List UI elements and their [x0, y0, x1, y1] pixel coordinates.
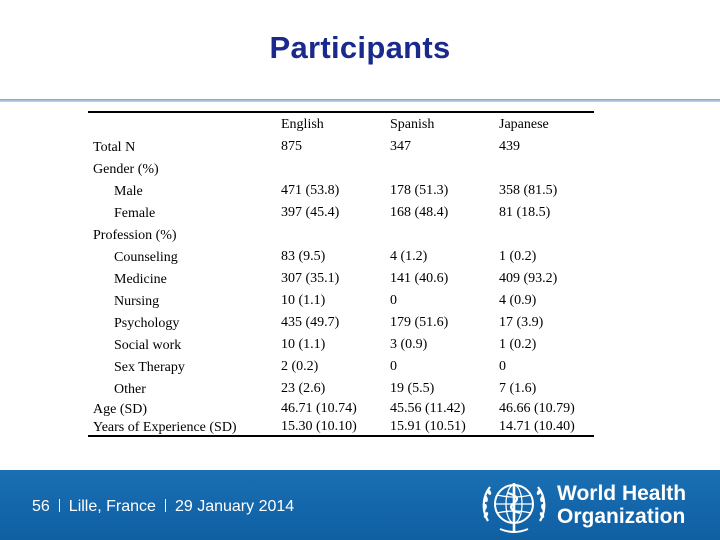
other-japanese: 7 (1.6) — [499, 381, 537, 396]
japanese-column — [499, 114, 575, 436]
title-divider — [0, 99, 720, 102]
row-label-male: Male — [114, 184, 143, 199]
column-header-japanese: Japanese — [499, 117, 549, 132]
table-bottom-rule — [88, 435, 594, 437]
row-label-nursing: Nursing — [114, 294, 160, 309]
social-work-english: 10 (1.1) — [281, 337, 326, 352]
who-wordmark — [557, 482, 686, 528]
spacer — [499, 158, 575, 180]
total-n-spanish: 347 — [390, 139, 411, 154]
spacer — [281, 224, 357, 246]
row-labels-column — [93, 137, 237, 437]
male-english: 471 (53.8) — [281, 183, 340, 198]
spanish-column — [390, 114, 466, 436]
other-spanish: 19 (5.5) — [390, 381, 435, 396]
row-label-other: Other — [114, 382, 146, 397]
counseling-spanish: 4 (1.2) — [390, 249, 428, 264]
experience-spanish: 15.91 (10.51) — [390, 419, 466, 434]
total-n-english: 875 — [281, 139, 302, 154]
row-label-profession: Profession (%) — [93, 228, 177, 243]
footer-date: 29 January 2014 — [174, 498, 295, 515]
nursing-japanese: 4 (0.9) — [499, 293, 537, 308]
experience-english: 15.30 (10.10) — [281, 419, 357, 434]
row-label-experience: Years of Experience (SD) — [93, 420, 237, 435]
male-spanish: 178 (51.3) — [390, 183, 449, 198]
psychology-spanish: 179 (51.6) — [390, 315, 449, 330]
row-label-age: Age (SD) — [93, 402, 148, 417]
table-top-rule — [88, 111, 594, 113]
psychology-japanese: 17 (3.9) — [499, 315, 544, 330]
footer-text — [32, 498, 294, 516]
psychology-english: 435 (49.7) — [281, 315, 340, 330]
female-japanese: 81 (18.5) — [499, 205, 551, 220]
who-emblem-icon — [478, 475, 550, 537]
footer-location: Lille, France — [68, 498, 156, 515]
age-english: 46.71 (10.74) — [281, 401, 357, 416]
female-spanish: 168 (48.4) — [390, 205, 449, 220]
spacer — [281, 158, 357, 180]
social-work-spanish: 3 (0.9) — [390, 337, 428, 352]
social-work-japanese: 1 (0.2) — [499, 337, 537, 352]
age-spanish: 45.56 (11.42) — [390, 401, 466, 416]
spacer — [499, 224, 575, 246]
nursing-english: 10 (1.1) — [281, 293, 326, 308]
female-english: 397 (45.4) — [281, 205, 340, 220]
spacer — [390, 224, 466, 246]
who-wordmark-line1: World Health — [557, 482, 687, 505]
row-label-total-n: Total N — [93, 140, 136, 155]
age-japanese: 46.66 (10.79) — [499, 401, 575, 416]
sex-therapy-japanese: 0 — [499, 359, 506, 374]
medicine-japanese: 409 (93.2) — [499, 271, 558, 286]
sex-therapy-english: 2 (0.2) — [281, 359, 319, 374]
slide-number: 56 — [32, 498, 50, 515]
row-label-gender: Gender (%) — [93, 162, 159, 177]
footer-bar — [0, 470, 720, 540]
english-column — [281, 114, 357, 436]
male-japanese: 358 (81.5) — [499, 183, 558, 198]
row-label-social-work: Social work — [114, 338, 182, 353]
medicine-spanish: 141 (40.6) — [390, 271, 449, 286]
footer-separator — [165, 499, 166, 512]
other-english: 23 (2.6) — [281, 381, 326, 396]
counseling-english: 83 (9.5) — [281, 249, 326, 264]
sex-therapy-spanish: 0 — [390, 359, 397, 374]
total-n-japanese: 439 — [499, 139, 520, 154]
experience-japanese: 14.71 (10.40) — [499, 419, 575, 434]
spacer — [390, 158, 466, 180]
row-label-sex-therapy: Sex Therapy — [114, 360, 185, 375]
footer-separator — [59, 499, 60, 512]
column-header-spanish: Spanish — [390, 117, 435, 132]
row-label-female: Female — [114, 206, 156, 221]
nursing-spanish: 0 — [390, 293, 397, 308]
row-label-counseling: Counseling — [114, 250, 178, 265]
slide-title: Participants — [269, 30, 451, 65]
row-label-medicine: Medicine — [114, 272, 167, 287]
medicine-english: 307 (35.1) — [281, 271, 340, 286]
column-header-english: English — [281, 117, 324, 132]
who-wordmark-line2: Organization — [557, 505, 686, 528]
counseling-japanese: 1 (0.2) — [499, 249, 537, 264]
row-label-psychology: Psychology — [114, 316, 180, 331]
